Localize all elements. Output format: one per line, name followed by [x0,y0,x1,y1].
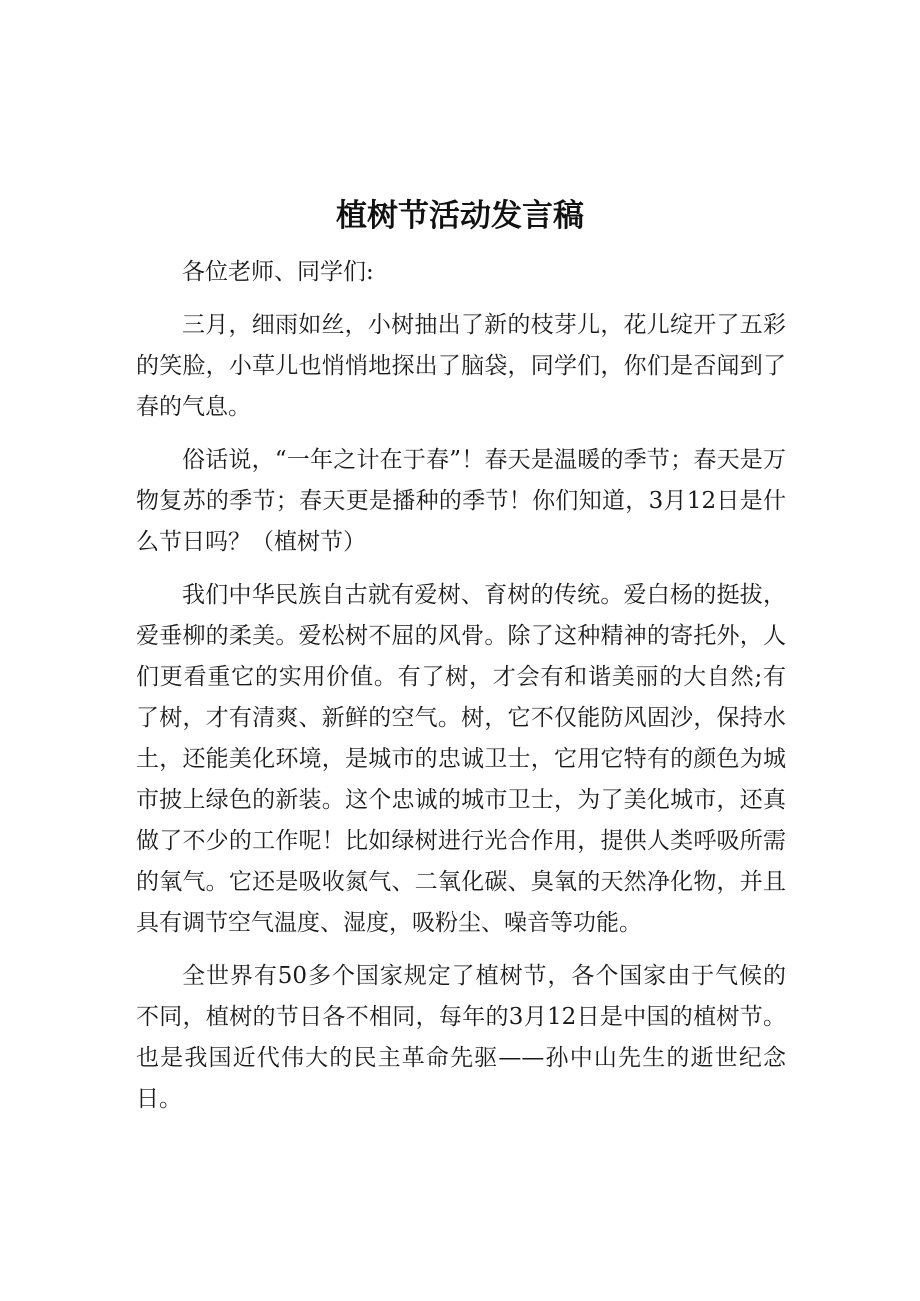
document-body [136,252,786,1132]
paragraph-tradition: 我们中华民族自古就有爱树、育树的传统。爱白杨的挺拔，爱垂柳的柔美。爱松树不屈的风骨。除了这种精神的寄托外，人们更看重它的实用价值。有了树，才会有和谐美丽的大自然;有了树，才有清爽、新鲜的空气。树，它不仅能防风固沙，保持水土，还能美化环境，是城市的忠诚卫士，它用它特有的颜色为城市披上绿色的新装。这个忠诚的城市卫士，为了美化城市，还真做了不少的工作呢！比如绿树进行光合作用，提供人类呼吸所需的氧气。它还是吸收氮气、二氧化碳、臭氧的天然净化物，并且具有调节空气温度、湿度，吸粉尘、噪音等功能。 [136,582,786,936]
paragraph-saying: 俗话说，“一年之计在于春”！春天是温暖的季节；春天是万物复苏的季节；春天更是播种的季节！你们知道，3月12日是什么节日吗？（植树节） [136,447,786,555]
document-title: 植树节活动发言稿 [336,198,584,234]
greeting-paragraph: 各位老师、同学们: [182,259,374,285]
paragraph-spring: 三月，细雨如丝，小树抽出了新的枝芽儿，花儿绽开了五彩的笑脸，小草儿也悄悄地探出了脑袋，同学们，你们是否闻到了春的气息。 [136,312,786,420]
paragraph-arbor-day: 全世界有50多个国家规定了植树节，各个国家由于气候的不同，植树的节日各不相同，每年的3月12日是中国的植树节。也是我国近代伟大的民主革命先驱——孙中山先生的逝世纪念日。 [136,963,786,1112]
